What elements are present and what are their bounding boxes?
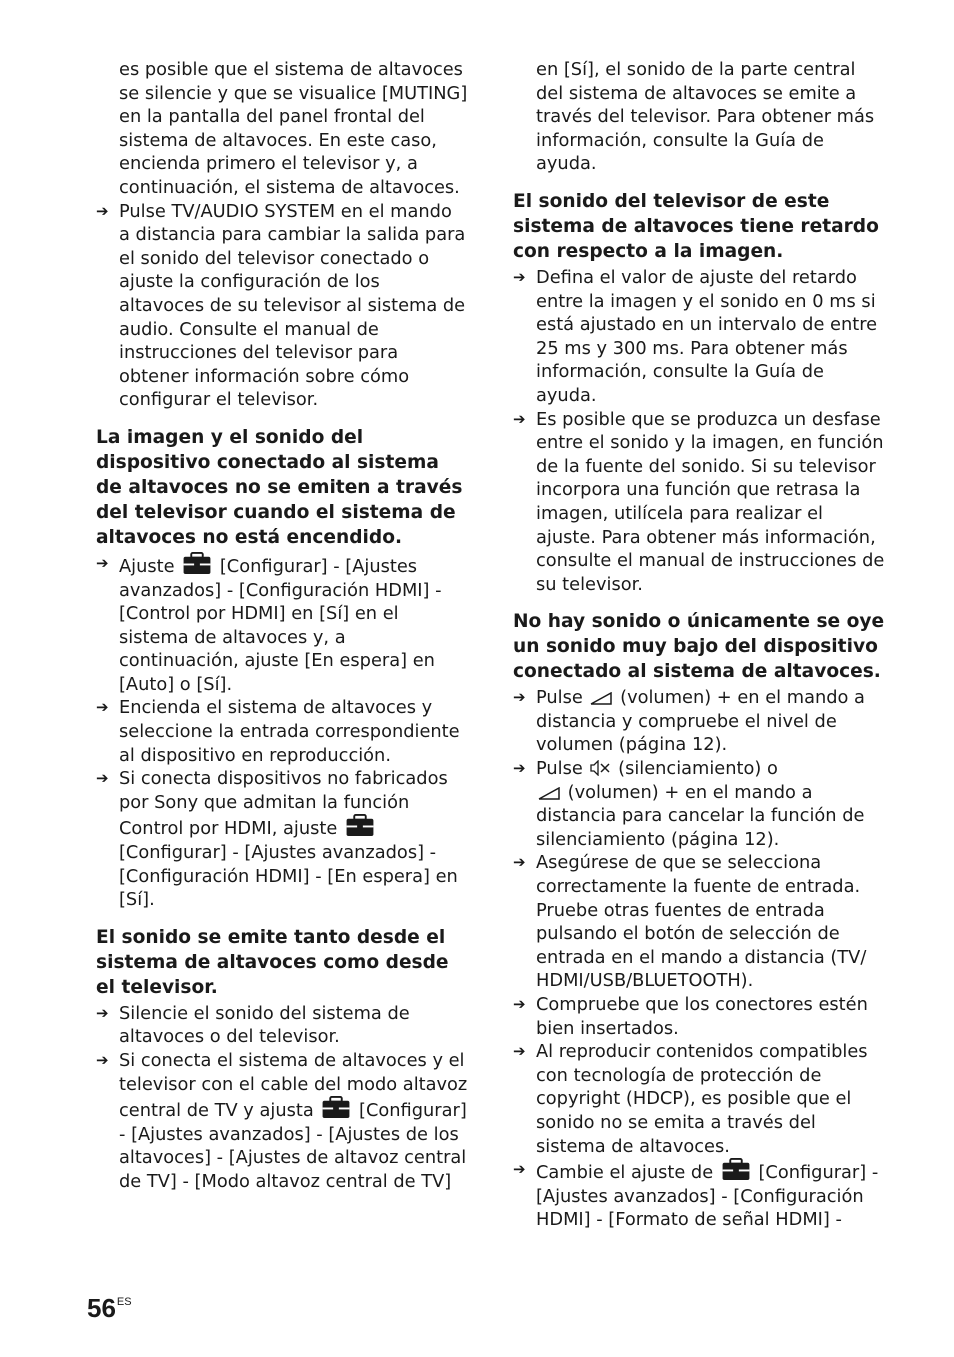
arrow-icon: ➔: [96, 1003, 109, 1022]
arrow-icon: ➔: [513, 759, 526, 778]
volume-icon: [590, 692, 612, 705]
section-heading: El sonido se emite tanto desde el sistema de altavoces como desde el televisor.: [96, 926, 449, 998]
continuation-paragraph: es posible que el sistema de altavoces se silencie y que se visualice [MUTING] en la pantalla del panel frontal del sistema de altavoces. En este caso, encienda primero el televisor y, a continuación, el sistema de altavoces.: [119, 59, 468, 198]
list-item: ➔ Cambie el ajuste de [Configurar] - [Ajustes avanzados] - [Configuración HDMI] - [Formato de señal HDMI] -: [513, 1160, 879, 1231]
section-heading: No hay sonido o únicamente se oye un sonido muy bajo del dispositivo conectado al sistema de altavoces.: [513, 611, 885, 683]
continuation-paragraph: en [Sí], el sonido de la parte central del sistema de altavoces se emite a través del televisor. Para obtener más información, consulte la Guía de ayuda.: [536, 59, 875, 175]
list-item: ➔ Asegúrese de que se selecciona correctamente la fuente de entrada. Pruebe otras fuentes de entrada pulsando el botón de selección de entrada en el mando a distancia (TV/ HDMI/USB/BLUETOOTH).: [513, 852, 867, 992]
arrow-icon: ➔: [96, 1051, 109, 1069]
mute-icon: [590, 760, 610, 776]
toolbox-icon: [345, 814, 375, 837]
toolbox-icon: [721, 1158, 751, 1181]
language-code: ES: [116, 1296, 132, 1308]
arrow-icon: ➔: [513, 995, 526, 1013]
arrow-icon: ➔: [513, 267, 526, 286]
list-item: ➔ Si conecta el sistema de altavoces y el televisor con el cable del modo altavoz central de TV y ajusta [Configurar] - [Ajustes avanzados] - [Ajustes de los altavoces] - [Ajustes de altavoz central de TV] - [Modo altavoz central de TV]: [96, 1050, 468, 1192]
list-item: ➔ Pulse (volumen) + en el mando a distancia y compruebe el nivel de volumen (página 12).: [513, 687, 865, 756]
arrow-icon: ➔: [513, 853, 526, 872]
section-heading: La imagen y el sonido del dispositivo conectado al sistema de altavoces no se emiten a través del televisor cuando el sistema de altavoces no está encendido.: [96, 426, 463, 548]
arrow-icon: ➔: [96, 553, 109, 572]
list-item: ➔ Pulse TV/AUDIO SYSTEM en el mando a distancia para cambiar la salida para el sonido del televisor conectado o ajuste la configuración de los altavoces de su televisor al sistema de audio. Consulte el manual de instrucciones del televisor para obtener información sobre cómo configurar el televisor.: [96, 200, 466, 411]
list-item: ➔ Ajuste [Configurar] - [Ajustes avanzados] - [Configuración HDMI] - [Control por HDMI] en [Sí] en el sistema de altavoces y, a continuación, ajuste [En espera] en [Auto] o [Sí].: [96, 553, 442, 695]
toolbox-icon: [321, 1096, 351, 1119]
list-item: ➔ Al reproducir contenidos compatibles con tecnología de protección de copyright (HDCP), es posible que el sonido no se emita a través del sistema de altavoces.: [513, 1041, 868, 1157]
arrow-icon: ➔: [513, 409, 526, 428]
list-item: ➔ Silencie el sonido del sistema de altavoces o del televisor.: [96, 1002, 410, 1048]
list-item: ➔ Pulse (silenciamiento) o (volumen) + en el mando a distancia para cancelar la función de silenciamiento (página 12).: [513, 758, 865, 850]
arrow-icon: ➔: [96, 698, 109, 717]
volume-icon: [538, 787, 560, 800]
arrow-icon: ➔: [96, 769, 109, 788]
list-item: ➔ Defina el valor de ajuste del retardo entre la imagen y el sonido en 0 ms si está ajustado en un intervalo de entre 25 ms y 300 ms. Para obtener más información, consulte la Guía de ayuda.: [513, 266, 878, 406]
toolbox-icon: [182, 552, 212, 575]
page-number: $56^{ES}$: [87, 1293, 132, 1323]
section-heading: El sonido del televisor de este sistema de altavoces tiene retardo con respecto a la imagen.: [513, 190, 879, 262]
list-item: ➔ Compruebe que los conectores estén bien insertados.: [513, 994, 868, 1039]
left-column: [96, 58, 468, 1194]
arrow-icon: ➔: [513, 688, 526, 707]
arrow-icon: ➔: [96, 201, 109, 220]
arrow-icon: ➔: [513, 1160, 526, 1179]
arrow-icon: ➔: [513, 1042, 526, 1061]
list-item: ➔ Encienda el sistema de altavoces y seleccione la entrada correspondiente al dispositivo en reproducción.: [96, 697, 460, 766]
list-item: ➔ Si conecta dispositivos no fabricados por Sony que admitan la función Control por HDMI, ajuste [Configurar] - [Ajustes avanzados] - [Configuración HDMI] - [En espera] en [Sí].: [96, 768, 458, 911]
list-item: ➔ Es posible que se produzca un desfase entre el sonido y la imagen, en función de la fuente del sonido. Si su televisor incorpora una función que retrasa la imagen, utilícela para realizar el ajuste. Para obtener más información, consulte el manual de instrucciones de su televisor.: [513, 408, 885, 595]
right-column: [513, 58, 885, 1232]
